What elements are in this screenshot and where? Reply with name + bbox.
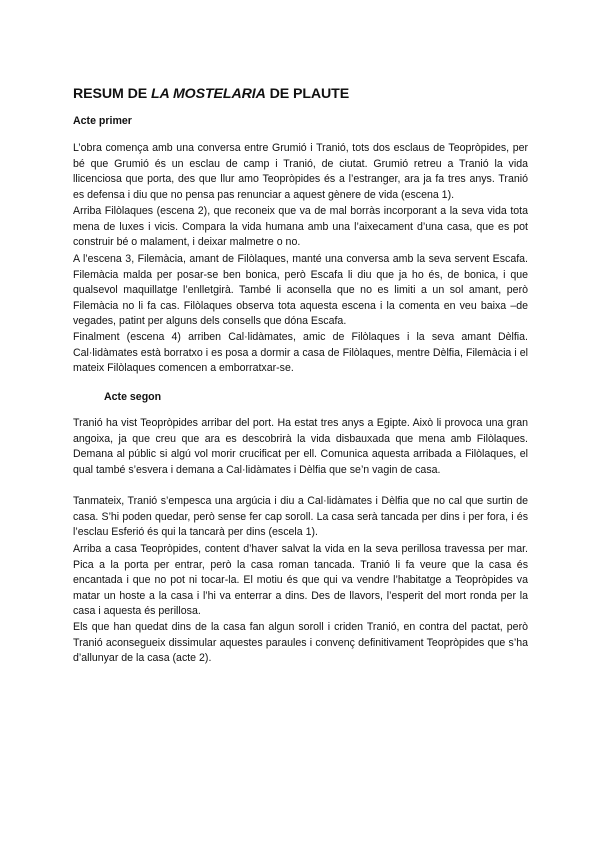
paragraph-acte-segon-3: Arriba a casa Teopròpides, content d’haver salvat la vida en la seva perillosa travessa per mar. Pica a la porta per entrar, però la casa roman tancada. Tranió li fa veure que la casa és encantada i que no pot ni tocar-la. El motiu és que qui va vendre l’habitatge a Teopròpides va matar un hoste a la casa i l’hi va enterrar a dins. Des de llavors, l’esperit del mort ronda per la casa i aquesta és perillosa.	[73, 543, 528, 617]
paragraph-acte-primer-2: Arriba Filòlaques (escena 2), que reconeix que va de mal borràs incorporant a la seva vida tota mena de luxes i vicis. Compara la vida humana amb una l’aixecament d’una casa, que es pot construir bé o malament, i deixar malmetre o no.	[73, 205, 528, 248]
paragraph-acte-primer-3: A l’escena 3, Filemàcia, amant de Filòlaques, manté una conversa amb la seva servent Escafa. Filemàcia malda per posar-se ben bonica, però Escafa li diu que ja ho és, de bonica, i que qualsevol maquillatge l’enlletgirà. També li aconsella que no es limiti a un sol amant, però Filemàcia no li fa cas. Filòlaques observa tota aquesta escena i la comenta en veu baixa –de vegades, patint per alguns dels consells que dóna Escafa.	[73, 253, 528, 327]
paragraph-acte-primer-1: L’obra comença amb una conversa entre Grumió i Tranió, tots dos esclaus de Teopròpides, per bé que Grumió és un esclau de camp i Tranió, de ciutat. Grumió retreu a Tranió la vida llicenciosa que porta, des que llur amo Teopròpides és a l’estranger, ara ja fa tres anys. Tranió es defensa i diu que no pensa pas renunciar a aquest gènere de vida (escena 1).	[73, 142, 528, 201]
paragraph-acte-primer-4: Finalment (escena 4) arriben Cal·lidàmates, amic de Filòlaques i la seva amant Dèlfia. Cal·lidàmates està borratxo i es posa a dormir a casa de Filòlaques, mentre Dèlfia, Filemàcia i el mateix Filòlaques comencen a emborratxar-se.	[73, 331, 528, 374]
section-heading-acte-segon: Acte segon	[104, 391, 162, 403]
title-suffix: DE PLAUTE	[265, 86, 350, 102]
paragraph-acte-segon-2: Tanmateix, Tranió s’empesca una argúcia i diu a Cal·lidàmates i Dèlfia que no cal que surtin de casa. S’hi poden quedar, però sense fer cap soroll. La casa serà tancada per dins i per fora, i és l’esclau Esferió és qui la tancarà per dins (escela 1).	[73, 495, 528, 538]
page-title	[73, 86, 349, 102]
title-prefix: RESUM DE	[73, 86, 151, 102]
title-work-name: LA MOSTELARIA	[150, 86, 266, 102]
paragraph-acte-segon-4: Els que han quedat dins de la casa fan algun soroll i criden Tranió, en contra del pactat, però Tranió aconsegueix dissimular aquestes paraules i convenç definitivament Teopròpides que s’ha d’allunyar de la casa (acte 2).	[73, 621, 528, 664]
section-heading-acte-primer: Acte primer	[73, 115, 132, 127]
paragraph-acte-segon-1: Tranió ha vist Teopròpides arribar del port. Ha estat tres anys a Egipte. Això li provoca una gran angoixa, ja que creu que ara es descobrirà la vida disbauxada que mena amb Filòlaques. Demana al públic si algú vol morir crucificat per ell. Comunica aquesta arribada a Filòlaques, el qual també s’esvera i demana a Cal·lidàmates i Dèlfia que se’n vagin de casa.	[73, 417, 528, 476]
